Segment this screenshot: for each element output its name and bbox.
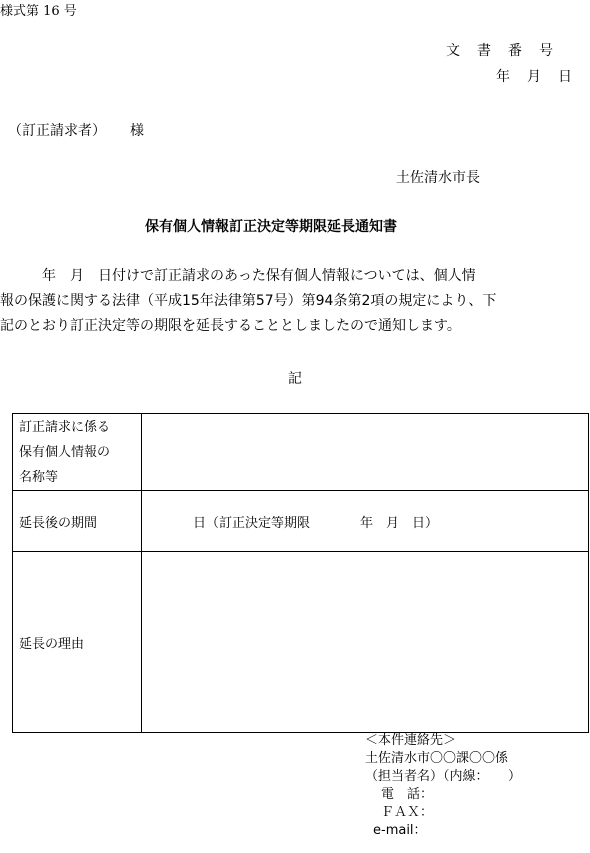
table-row	[13, 552, 589, 733]
body-line: 年 月 日付けで訂正請求のあった保有個人情報については、個人情	[0, 268, 476, 284]
extended-period-label: 延長後の期間	[13, 491, 142, 552]
table-row	[13, 414, 589, 491]
label-line: 名称等	[19, 469, 59, 485]
sender: 土佐清水市長	[396, 170, 480, 186]
body-text	[0, 264, 586, 339]
contact-block	[365, 732, 521, 840]
period-day: 日（訂正決定等期限	[193, 515, 311, 531]
doc-number-char: 号	[539, 43, 553, 59]
contact-dept: 土佐清水市〇〇課〇〇係	[365, 751, 509, 766]
info-name-label	[13, 414, 142, 491]
form-number: 様式第 16 号	[0, 4, 77, 19]
contact-fax: ＦＡＸ：	[381, 805, 434, 820]
body-line: 報の保護に関する法律（平成15年法律第57号）第94条第2項の規定により、下	[0, 293, 497, 309]
doc-number-char: 文	[446, 43, 460, 59]
table-row	[13, 491, 589, 552]
document-title: 保有個人情報訂正決定等期限延長通知書	[145, 219, 397, 235]
contact-heading: ＜本件連絡先＞	[365, 733, 457, 748]
contact-email: e-mail：	[373, 823, 427, 838]
date-year: 年	[496, 69, 510, 85]
date-day: 日	[558, 69, 572, 85]
contact-person: （担当者名）（内線： ）	[365, 769, 522, 784]
extension-reason-value	[142, 552, 589, 733]
details-table	[12, 413, 589, 733]
date-month: 月	[527, 69, 541, 85]
info-name-value	[142, 414, 589, 491]
issue-date	[496, 66, 589, 86]
contact-phone: 電 話：	[381, 787, 434, 802]
recipient-label: （訂正請求者）	[8, 123, 106, 139]
extended-period-value	[142, 491, 589, 552]
period-deadline-date: 年 月 日）	[360, 515, 439, 531]
body-line: 記のとおり訂正決定等の期限を延長することとしましたので通知します。	[0, 318, 461, 334]
document-number-label	[446, 40, 570, 60]
ki-heading: 記	[288, 371, 302, 387]
recipient-line	[8, 120, 144, 140]
label-line: 訂正請求に係る	[19, 419, 111, 435]
doc-number-char: 番	[508, 43, 522, 59]
label-line: 保有個人情報の	[19, 444, 111, 460]
doc-number-char: 書	[477, 43, 491, 59]
extension-reason-label: 延長の理由	[13, 552, 142, 733]
recipient-honorific: 様	[130, 123, 144, 139]
